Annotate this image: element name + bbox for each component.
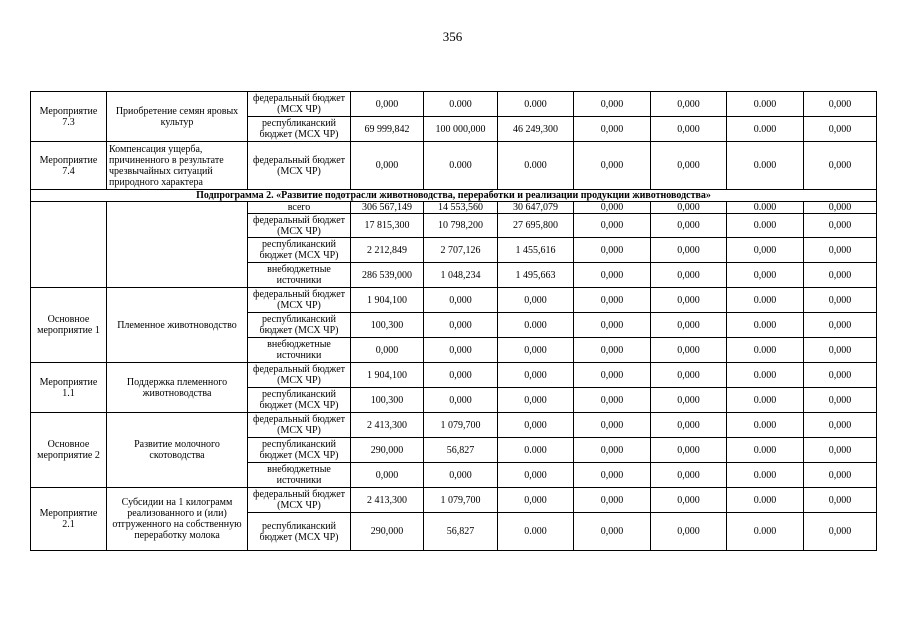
value-cell: 14 553,560 [424,202,498,214]
value-cell: 0,000 [804,288,877,313]
funding-source-cell: внебюджетные источники [248,338,351,363]
value-cell: 0,000 [574,413,651,438]
event-cell: Основное мероприятие 2 [31,413,107,488]
value-cell: 0,000 [574,214,651,238]
value-cell: 0,000 [351,338,424,363]
measure-name-cell: Племенное животноводство [107,288,248,363]
value-cell: 0,000 [651,142,727,190]
table-row [31,288,877,313]
page-number: 356 [442,29,463,44]
value-cell: 0,000 [574,388,651,413]
value-cell: 0,000 [424,363,498,388]
value-cell: 0.000 [424,92,498,117]
value-cell: 0,000 [651,238,727,263]
funding-source-cell: федеральный бюджет (МСХ ЧР) [248,214,351,238]
funding-source-cell: республиканский бюджет (МСХ ЧР) [248,438,351,463]
value-cell: 69 999,842 [351,117,424,142]
budget-table [30,91,877,551]
value-cell: 1 904,100 [351,288,424,313]
value-cell: 0,000 [804,92,877,117]
value-cell: 0,000 [498,338,574,363]
value-cell: 0,000 [727,238,804,263]
value-cell: 0,000 [574,202,651,214]
value-cell: 0,000 [424,463,498,488]
value-cell: 0.000 [727,288,804,313]
value-cell: 0,000 [574,363,651,388]
value-cell: 0,000 [804,117,877,142]
value-cell: 0,000 [651,513,727,551]
value-cell: 0.000 [727,117,804,142]
value-cell: 100,300 [351,388,424,413]
funding-source-cell: федеральный бюджет (МСХ ЧР) [248,363,351,388]
funding-source-cell: федеральный бюджет (МСХ ЧР) [248,488,351,513]
value-cell: 0,000 [574,513,651,551]
value-cell: 0.000 [727,214,804,238]
value-cell: 0,000 [651,463,727,488]
value-cell: 2 212,849 [351,238,424,263]
value-cell: 0,000 [498,463,574,488]
value-cell: 0,000 [804,438,877,463]
value-cell: 290,000 [351,513,424,551]
event-cell: Основное мероприятие 1 [31,288,107,363]
value-cell: 0,000 [574,117,651,142]
value-cell: 0,000 [574,288,651,313]
value-cell: 0,000 [651,263,727,288]
value-cell: 56,827 [424,513,498,551]
funding-source-cell: республиканский бюджет (МСХ ЧР) [248,388,351,413]
value-cell: 0,000 [574,438,651,463]
value-cell: 0,000 [651,202,727,214]
value-cell: 0.000 [498,313,574,338]
value-cell: 0,000 [651,363,727,388]
value-cell: 0.000 [498,142,574,190]
funding-source-cell: республиканский бюджет (МСХ ЧР) [248,313,351,338]
value-cell: 0.000 [727,363,804,388]
funding-source-cell: федеральный бюджет (МСХ ЧР) [248,92,351,117]
value-cell: 0,000 [574,488,651,513]
value-cell: 0,000 [498,363,574,388]
value-cell: 0,000 [351,463,424,488]
value-cell: 0.000 [727,463,804,488]
value-cell: 100,300 [351,313,424,338]
value-cell: 0,000 [651,92,727,117]
value-cell: 1 455,616 [498,238,574,263]
value-cell: 0.000 [727,388,804,413]
value-cell: 0,000 [498,413,574,438]
value-cell: 1 079,700 [424,413,498,438]
funding-source-cell: внебюджетные источники [248,263,351,288]
value-cell: 0,000 [651,288,727,313]
table-row [31,142,877,190]
value-cell: 0,000 [574,338,651,363]
value-cell: 30 647,079 [498,202,574,214]
value-cell: 0,000 [804,263,877,288]
funding-source-cell: республиканский бюджет (МСХ ЧР) [248,238,351,263]
value-cell: 1 904,100 [351,363,424,388]
measure-name-cell [107,202,248,288]
value-cell: 0,000 [498,388,574,413]
value-cell: 0,000 [498,488,574,513]
event-cell: Мероприятие 7.3 [31,92,107,142]
value-cell: 0,000 [424,313,498,338]
measure-name-cell: Развитие молочного скотоводства [107,413,248,488]
table-row [31,488,877,513]
measure-name-cell: Компенсация ущерба, причиненного в результате чрезвычайных ситуаций природного характера [107,142,248,190]
value-cell: 0,000 [574,463,651,488]
value-cell: 0,000 [804,214,877,238]
value-cell: 0,000 [804,513,877,551]
funding-source-cell: республиканский бюджет (МСХ ЧР) [248,117,351,142]
value-cell: 306 567,149 [351,202,424,214]
event-cell: Мероприятие 2.1 [31,488,107,551]
value-cell: 0,000 [498,288,574,313]
funding-source-cell: всего [248,202,351,214]
value-cell: 2 413,300 [351,413,424,438]
value-cell: 0,000 [804,413,877,438]
value-cell: 0,000 [574,313,651,338]
value-cell: 0,000 [651,117,727,142]
table-row [31,92,877,117]
event-cell: Мероприятие 7.4 [31,142,107,190]
value-cell: 0,000 [727,263,804,288]
value-cell: 0,000 [574,263,651,288]
value-cell: 17 815,300 [351,214,424,238]
measure-name-cell: Приобретение семян яровых культур [107,92,248,142]
value-cell: 0,000 [574,238,651,263]
funding-source-cell: федеральный бюджет (МСХ ЧР) [248,288,351,313]
value-cell: 0.000 [727,338,804,363]
value-cell: 0,000 [424,338,498,363]
subprogram-row [31,190,877,202]
measure-name-cell: Субсидии на 1 килограмм реализованного и (или) отгруженного на собственную переработку молока [107,488,248,551]
value-cell: 0.000 [727,413,804,438]
funding-source-cell: республиканский бюджет (МСХ ЧР) [248,513,351,551]
value-cell: 0,000 [424,288,498,313]
value-cell: 0.000 [727,488,804,513]
event-cell [31,202,107,288]
funding-source-cell: внебюджетные источники [248,463,351,488]
value-cell: 0,000 [804,142,877,190]
value-cell: 0.000 [727,92,804,117]
value-cell: 0,000 [804,238,877,263]
value-cell: 2 707,126 [424,238,498,263]
value-cell: 0.000 [498,92,574,117]
value-cell: 1 048,234 [424,263,498,288]
value-cell: 0,000 [651,313,727,338]
value-cell: 56,827 [424,438,498,463]
value-cell: 0,000 [804,388,877,413]
value-cell: 0,000 [574,142,651,190]
value-cell: 46 249,300 [498,117,574,142]
value-cell: 0,000 [424,388,498,413]
value-cell: 0,000 [651,413,727,438]
value-cell: 27 695,800 [498,214,574,238]
value-cell: 0.000 [498,438,574,463]
measure-name-cell: Поддержка племенного животноводства [107,363,248,413]
value-cell: 0,000 [651,338,727,363]
value-cell: 290,000 [351,438,424,463]
subprogram-title: Подпрограмма 2. «Развитие подотрасли животноводства, переработки и реализации продукции животноводства» [31,190,877,202]
value-cell: 0,000 [651,388,727,413]
table-row [31,202,877,214]
value-cell: 0,000 [804,202,877,214]
value-cell: 0,000 [351,92,424,117]
value-cell: 0.000 [727,142,804,190]
value-cell: 0,000 [804,338,877,363]
value-cell: 0,000 [804,488,877,513]
table-row [31,363,877,388]
value-cell: 0.000 [727,513,804,551]
value-cell: 286 539,000 [351,263,424,288]
value-cell: 1 079,700 [424,488,498,513]
value-cell: 0.000 [498,513,574,551]
funding-source-cell: федеральный бюджет (МСХ ЧР) [248,142,351,190]
value-cell: 0.000 [727,438,804,463]
value-cell: 0,000 [351,142,424,190]
table-row [31,413,877,438]
value-cell: 0.000 [727,313,804,338]
value-cell: 0.000 [727,202,804,214]
funding-source-cell: федеральный бюджет (МСХ ЧР) [248,413,351,438]
value-cell: 0,000 [651,214,727,238]
value-cell: 2 413,300 [351,488,424,513]
value-cell: 10 798,200 [424,214,498,238]
value-cell: 0.000 [424,142,498,190]
value-cell: 0,000 [574,92,651,117]
value-cell: 0,000 [651,488,727,513]
value-cell: 0,000 [804,463,877,488]
value-cell: 100 000,000 [424,117,498,142]
value-cell: 0,000 [651,438,727,463]
value-cell: 0,000 [804,363,877,388]
value-cell: 1 495,663 [498,263,574,288]
value-cell: 0,000 [804,313,877,338]
event-cell: Мероприятие 1.1 [31,363,107,413]
